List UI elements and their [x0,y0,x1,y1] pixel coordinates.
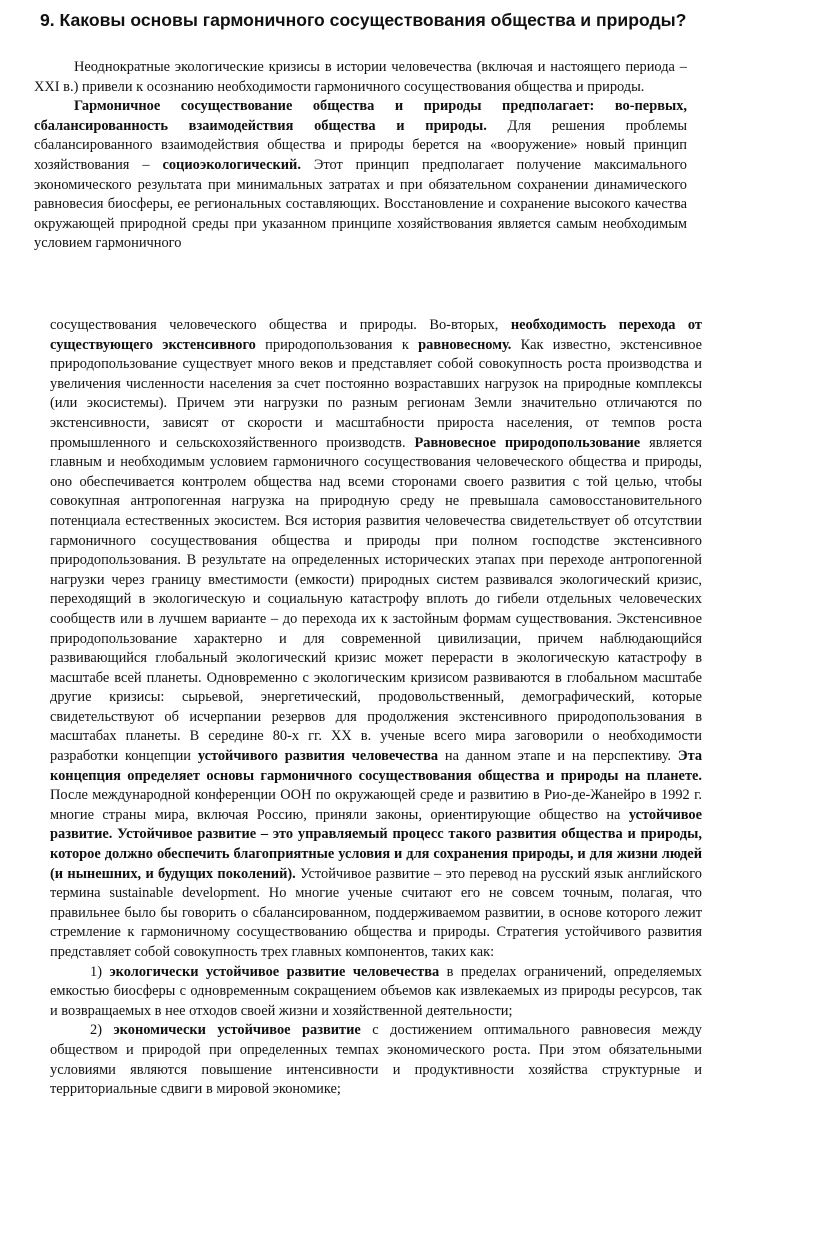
bold-run: устойчивое развитие. Устойчивое развитие – это управляемый процесс такого развития общества и природы, которое должно обеспечить благоприятные условия и для сохранения природы, и для жизни людей (и нынешних, и будущих поколений). [50,806,702,882]
text-run: Устойчивое развитие – это перевод на русский язык английского термина sustainable development. Но многие ученые считают его не совсем точным, полагая, что правильнее было бы говорить о сбалансированном, поддерживаемом развитии, в основе которого лежит стремление к гармоничному сосуществованию общества и природы. Стратегия устойчивого развития представляет собой совокупность трех главных компонентов, таких как: [50,865,702,960]
text-run: с достижением оптимального равновесия между обществом и природой при определенных темпах экономического роста. При этом обязательными условиями являются повышение интенсивности и продуктивности хозяйства структурные и территориальные сдвиги в мировой экономике; [50,1022,702,1098]
page-title: 9. Каковы основы гармоничного сосуществования общества и природы? [40,10,687,30]
text-run: сосуществования человеческого общества и природы. Во-вторых, [50,317,511,333]
text-run: Неоднократные экологические кризисы в истории человечества (включая и настоящего периода – XXI в.) привели к осознанию необходимости гармоничного сосуществования общества и природы. [34,59,687,95]
list-number: 2) [90,1022,114,1039]
list-item-1 [50,963,702,1022]
bold-run: Равновесное природопользование [414,434,641,451]
list-item-2 [50,1021,702,1099]
bold-run: социоэкологический. [162,156,301,173]
bold-run: экономически устойчивое развитие [113,1022,361,1039]
bold-run: Гармоничное сосуществование общества и природы предполагает: во-первых, сбалансированность взаимодействия общества и природы. [34,98,687,134]
text-run: Как известно, экстенсивное природопользование существует много веков и представляет собой совокупность роста производства и увеличения численности населения за счет постоянно возраставших нагрузок на природные комплексы (или экосистемы). Причем эти нагрузки по разным регионам Земли значительно отличаются по экстенсивности, зависят от скорости и масштабности прироста населения, от темпов роста промышленного и сельскохозяйственного производств. [50,336,703,451]
text-run: в пределах ограничений, определяемых емкостью биосферы с одновременным сокращением объемов как извлекаемых из природы ресурсов, так и возвращаемых в нее отходов своей жизни и хозяйственной деятельности; [50,963,702,1019]
text-run: Этот принцип предполагает получение максимального экономического результата при минимальных затратах и при обязательном сохранении динамического равновесия биосферы, ее региональных составляющих. Восстановление и сохранение высокого качества окружающей природной среды при указанном принципе хозяйствования является самым необходимым условием гармоничного [34,156,687,252]
bold-run: устойчивого развития человечества [197,748,439,765]
paragraph-intro [34,58,687,97]
bold-run: Эта концепция определяет основы гармоничного сосуществования общества и природы на планете. [50,748,703,784]
text-run: на данном этапе и на перспективу. [438,748,678,765]
list-number: 1) [90,963,110,980]
text-run: природопользования к [255,336,419,353]
bold-run: экологически устойчивое развитие человечества [109,963,440,980]
paragraph-continuation [50,316,702,963]
bold-run: равновесному. [418,336,512,353]
text-block-top [34,58,687,254]
text-run: является главным и необходимым условием гармоничного сосуществования человеческого общества и природы, оно обеспечивается контролем общества над всеми сторонами своего развития с той целью, чтобы совокупная антропогенная нагрузка на природную среду не превышала самовосстановительного потенциала естественных экосистем. Вся история развития человечества свидетельствует об отсутствии гармоничного сосуществования общества и природы при полном господстве экстенсивного природопользования. В результате на определенных исторических этапах при переходе антропогенной нагрузки через границу вместимости (емкости) природных систем развивался экологический кризис, переходящий в экологическую и социальную катастрофу вплоть до гибели отдельных человеческих сообществ или в лучшем варианте – до перехода их к застойным формам существования. Экстенсивное природопользование характерно и для современной цивилизации, причем наблюдающийся развивающийся глобальный экологический кризис может перерасти в экологическую катастрофу в масштабе всей планеты. Одновременно с экологическим кризисом развиваются в глобальном масштабе другие кризисы: сырьевой, энергетический, продовольственный, демографический, которые свидетельствуют об исчерпании резервов для продолжения экстенсивного природопользования в масштабах планеты. В середине 80-х гг. XX в. ученые всего мира заговорили о необходимости разработки концепции [50,434,702,765]
text-run: После международной конференции ООН по окружающей среде и развитию в Рио-де-Жанейро в 1992 г. многие страны мира, включая Россию, приняли законы, ориентирующие общество на [50,787,702,823]
text-block-bottom [50,316,702,1100]
paragraph-harmony [34,97,687,254]
text-run: Для решения проблемы сбалансированного взаимодействия общества и природы берется на «вооружение» новый принцип хозяйствования – [34,117,687,173]
bold-run: необходимость перехода от существующего экстенсивного [50,317,702,353]
